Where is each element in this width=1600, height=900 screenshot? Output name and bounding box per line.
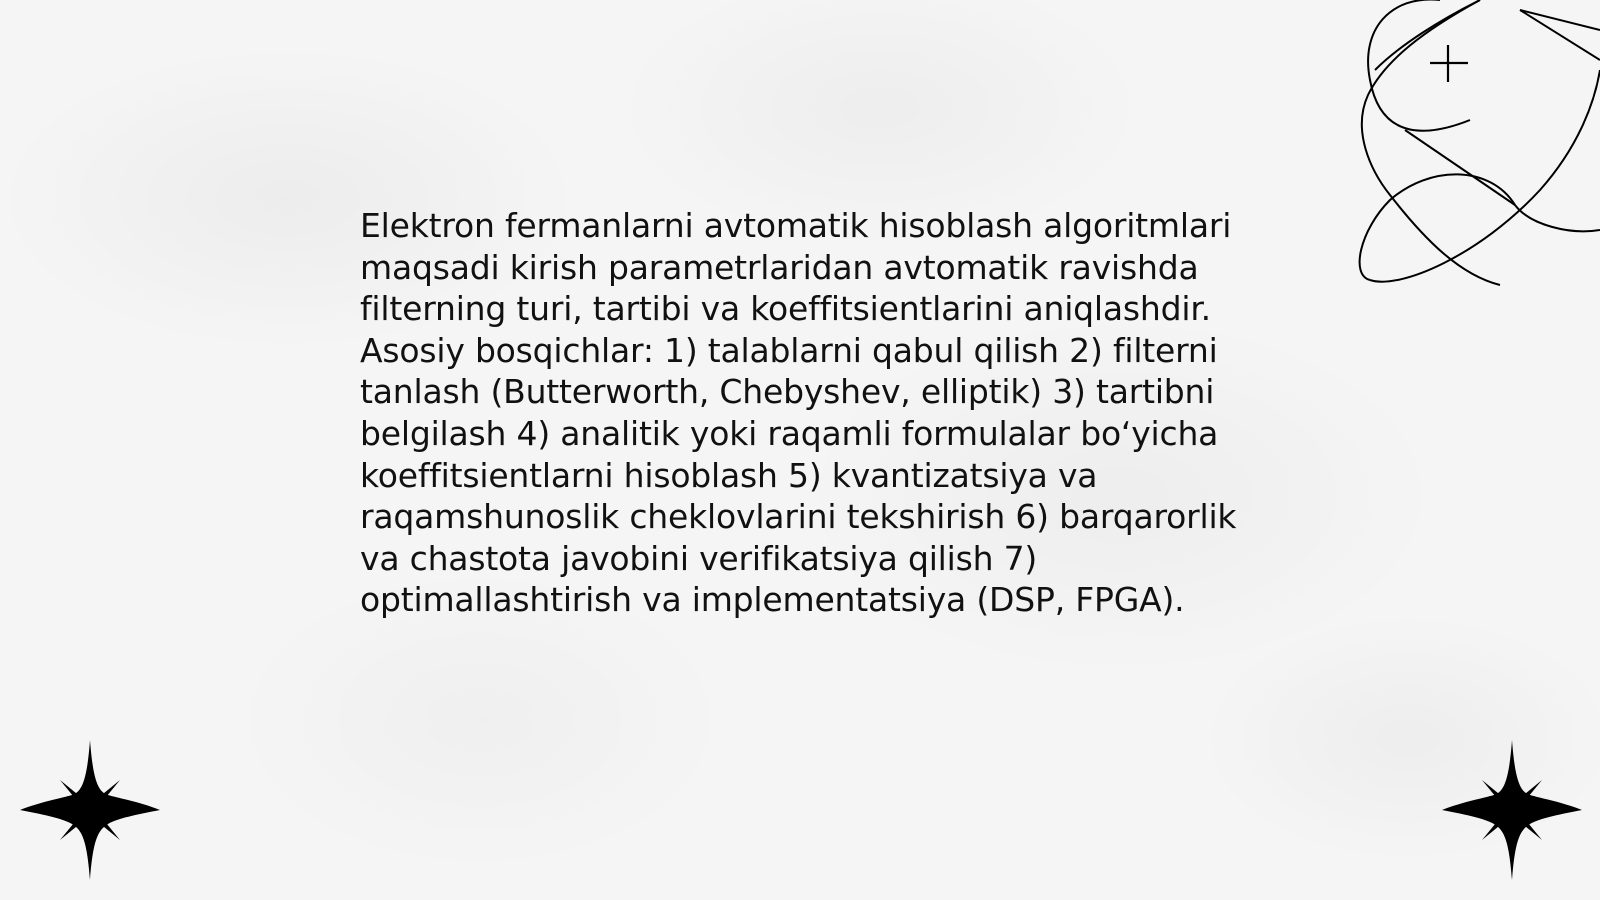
slide-body-text: Elektron fermanlarni avtomatik hisoblash algoritmlari maqsadi kirish parametrlaridan avtomatik ravishda filterning turi, tartibi va koeffitsientlarini aniqlashdir. Asosiy bosqichlar: 1) talablarni qabul qilish 2) filterni tanlash (Butterworth, Chebyshev, elliptik) 3) tartibni belgilash 4) analitik yoki raqamli formulalar bo‘yicha koeffitsientlarni hisoblash 5) kvantizatsiya va raqamshunoslik cheklovlarini tekshirish 6) barqarorlik va chastota javobini verifikatsiya qilish 7) optimallashtirish va implementatsiya (DSP, FPGA). — [360, 206, 1237, 620]
four-point-star-icon — [20, 740, 160, 880]
orbit-sparkle-icon — [1330, 0, 1600, 290]
four-point-star-icon — [1442, 740, 1582, 880]
